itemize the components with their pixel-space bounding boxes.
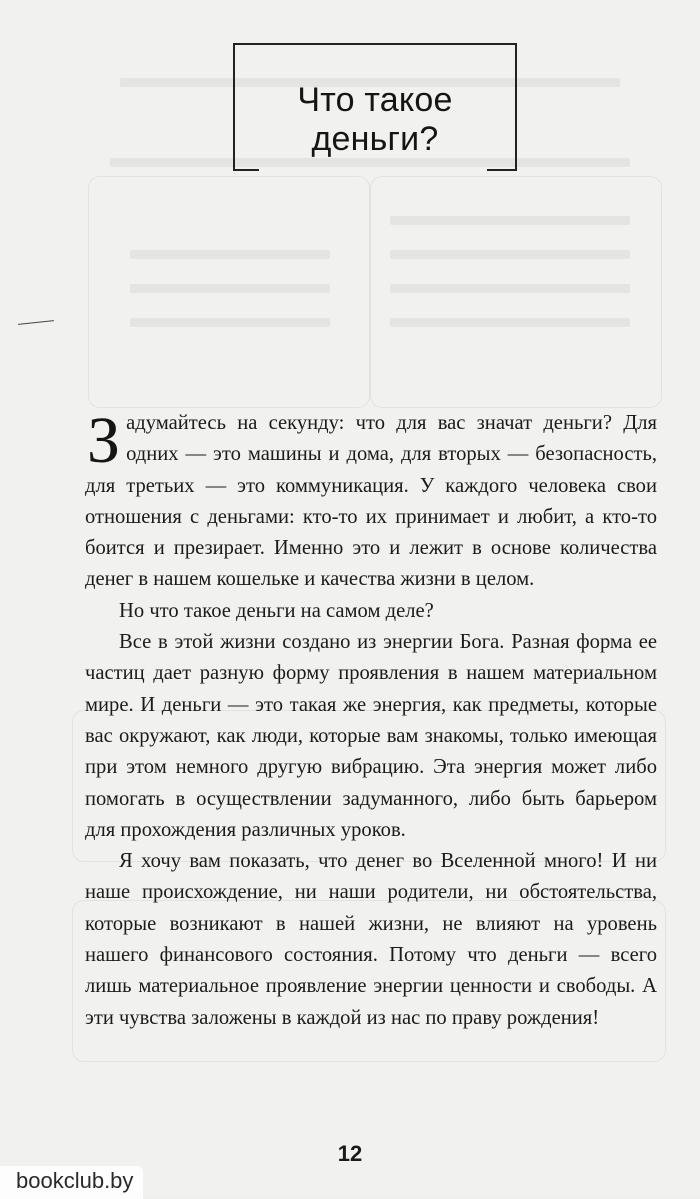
body-text (85, 404, 657, 1034)
frame-bottom-left-border (233, 169, 259, 171)
bleed-through-line (390, 284, 630, 293)
page-number: 12 (337, 1141, 363, 1166)
drop-cap: З (87, 404, 121, 477)
chapter-title-frame (233, 43, 517, 171)
watermark-label: bookclub.by (0, 1166, 143, 1199)
bleed-through-line (390, 318, 630, 327)
bleed-through-line (130, 250, 330, 259)
paragraph-1-text: адумайтесь на секунду: что для вас значат деньги? Для одних — это машины и дома, для вторых — безопасность, для третьих — это коммуникация. У каждого человека свои отношения с деньгами: кто-то их принимает и любит, а кто-то боится и презирает. Именно это и лежит в основе количества денег в нашем кошельке и качества жизни в целом. (85, 412, 657, 591)
frame-bottom-right-border (487, 169, 517, 171)
bleed-through-line (130, 284, 330, 293)
chapter-title: Что такое деньги? (297, 81, 453, 158)
paragraph-2: Но что такое деньги на самом деле? (119, 599, 434, 622)
paragraph-4: Я хочу вам показать, что денег во Вселенной много! И ни наше происхождение, ни наши родители, ни обстоятельства, которые возникают в нашей жизни, не влияют на уровень нашего финансового состояния. Потому что деньги — всего лишь материальное проявление энергии ценности и свободы. А эти чувства заложены в каждой из нас по праву рождения! (85, 850, 657, 1029)
bleed-through-line (390, 216, 630, 225)
bleed-through-line (130, 318, 330, 327)
pen-mark (18, 320, 54, 325)
paragraph-3: Все в этой жизни создано из энергии Бога. Разная форма ее частиц дает разную форму проявления в нашем материальном мире. И деньги — это такая же энергия, как предметы, которые вас окружают, как люди, которые вам знакомы, только имеющая при этом немного другую вибрацию. Эта энергия может либо помогать в осуществлении задуманного, либо быть барьером для прохождения различных уроков. (85, 631, 657, 841)
frame-top-border (233, 43, 517, 45)
paragraph-1 (85, 404, 657, 596)
bleed-through-line (390, 250, 630, 259)
